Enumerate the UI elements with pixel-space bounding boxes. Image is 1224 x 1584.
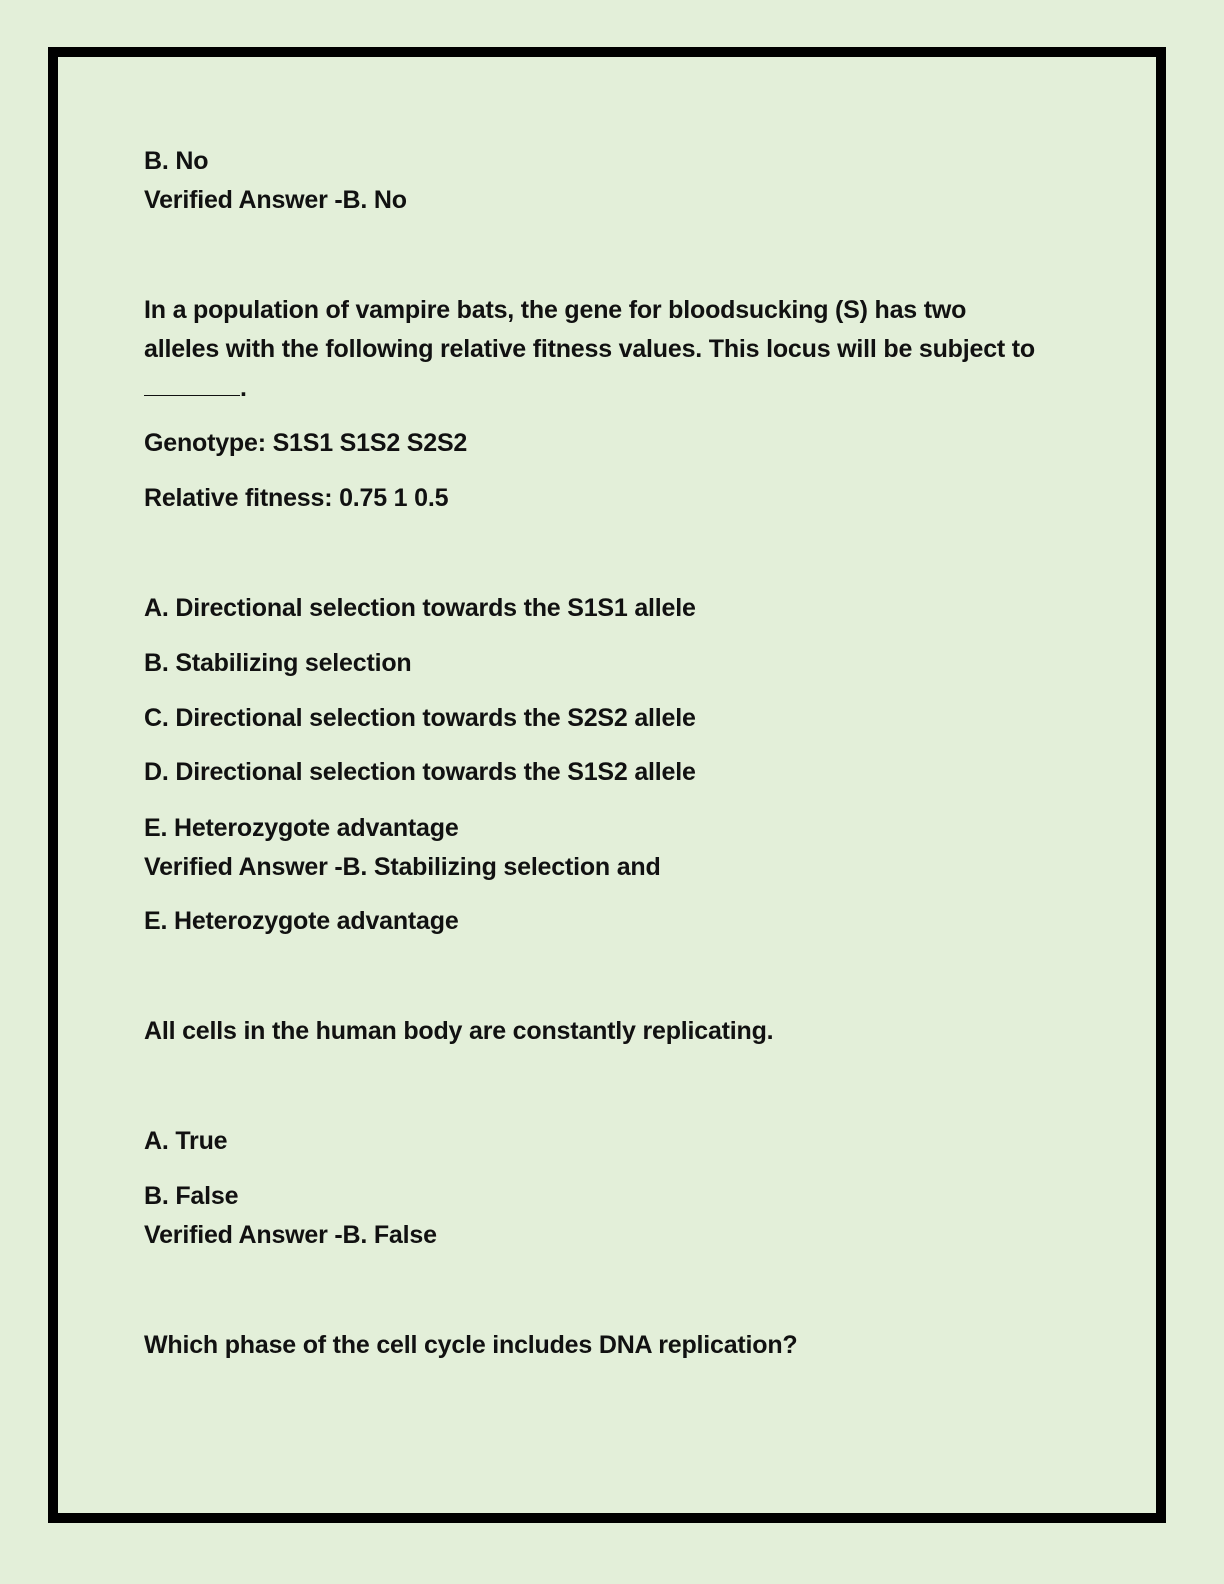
option-d: D. Directional selection towards the S1S2 allele xyxy=(144,758,696,786)
genotype-line: Genotype: S1S1 S1S2 S2S2 xyxy=(144,429,468,457)
verified-answer-line-2: E. Heterozygote advantage xyxy=(144,907,459,935)
question-3-stem: Which phase of the cell cycle includes DNA replication? xyxy=(144,1331,798,1359)
verified-answer-line-1: Verified Answer -B. Stabilizing selection and xyxy=(144,853,661,881)
stem-period: . xyxy=(240,374,247,402)
question-stem-line-2: alleles with the following relative fitness values. This locus will be subject to xyxy=(144,335,1035,363)
option-a: A. Directional selection towards the S1S1 allele xyxy=(144,594,696,622)
answer-blank xyxy=(144,375,240,396)
question-2-option-b: B. False xyxy=(144,1182,239,1210)
option-b: B. Stabilizing selection xyxy=(144,649,412,677)
question-stem-line-1: In a population of vampire bats, the gene for bloodsucking (S) has two xyxy=(144,296,967,324)
previous-verified-answer: Verified Answer -B. No xyxy=(144,186,407,214)
previous-option-b: B. No xyxy=(144,147,209,175)
fitness-line: Relative fitness: 0.75 1 0.5 xyxy=(144,484,449,512)
question-2-option-a: A. True xyxy=(144,1127,228,1155)
question-stem-line-3 xyxy=(144,373,247,403)
option-e: E. Heterozygote advantage xyxy=(144,814,459,842)
question-2-verified-answer: Verified Answer -B. False xyxy=(144,1221,437,1249)
option-c: C. Directional selection towards the S2S2 allele xyxy=(144,704,696,732)
question-2-stem: All cells in the human body are constantly replicating. xyxy=(144,1017,774,1045)
